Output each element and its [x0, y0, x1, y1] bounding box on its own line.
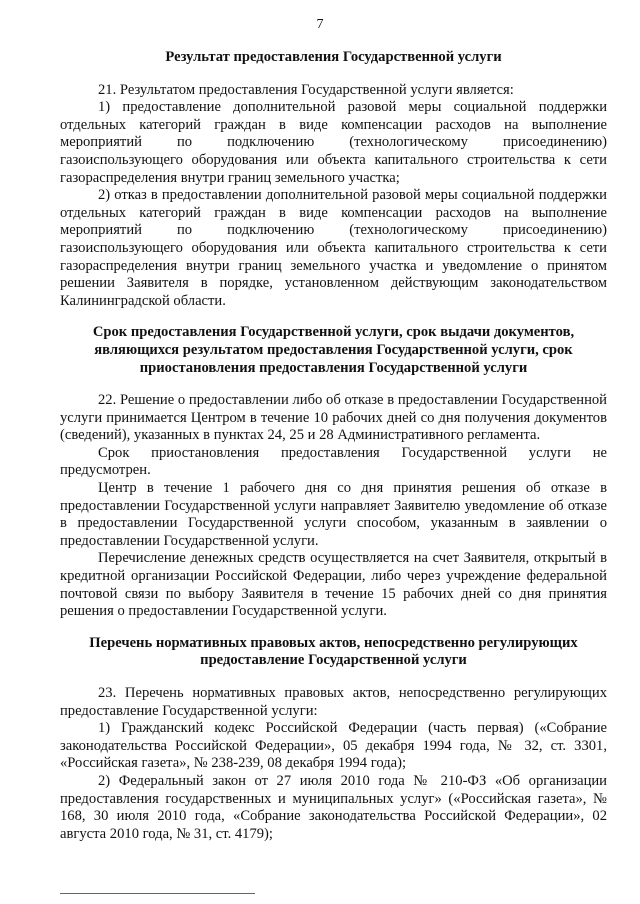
section-heading-legal-acts: Перечень нормативных правовых актов, непосредственно регулирующих предоставление Государственной услуги	[89, 634, 578, 669]
paragraph: Перечисление денежных средств осуществляется на счет Заявителя, открытый в кредитной организации Российской Федерации, либо через учреждение федеральной почтовой связи по выбору Заявителя в течение 15 рабочих дней со дня принятия решения о предоставлении Государственной услуги.	[60, 550, 607, 620]
page-number: 7	[316, 17, 324, 32]
paragraph: 1) Гражданский кодекс Российской Федерации (часть первая) («Собрание законодательства Российской Федерации», 05 декабря 1994 года, № 32, ст. 3301, «Российская газета», № 238-239, 08 декабря 1994 года);	[60, 720, 607, 772]
paragraph: 21. Результатом предоставления Государственной услуги является:	[98, 81, 514, 98]
page-content	[60, 49, 607, 843]
footer-divider	[60, 893, 255, 894]
section-heading-terms: Срок предоставления Государственной услуги, срок выдачи документов, являющихся результатом предоставления Государственной услуги, срок приостановления предоставления Государственной услуги	[92, 324, 575, 376]
paragraph: Срок приостановления предоставления Государственной услуги не предусмотрен.	[60, 444, 607, 479]
paragraph: 23. Перечень нормативных правовых актов, непосредственно регулирующих предоставление Государственной услуги:	[60, 685, 607, 719]
paragraph: 1) предоставление дополнительной разовой меры социальной поддержки отдельных категорий граждан в виде компенсации расходов на выполнение мероприятий по подключению (технологическому присоединению) газоиспользующего оборудования или объекта капитального строительства к сети газораспределения внутри границ земельного участка;	[60, 99, 607, 186]
paragraph: 2) Федеральный закон от 27 июля 2010 года № 210-ФЗ «Об организации предоставления государственных и муниципальных услуг» («Российская газета», № 168, 30 июля 2010 года, «Собрание законодательства Российской Федерации», 02 августа 2010 года, № 31, ст. 4179);	[60, 772, 607, 842]
paragraph: 2) отказ в предоставлении дополнительной разовой меры социальной поддержки отдельных категорий граждан в виде компенсации расходов на выполнение мероприятий по подключению (технологическому присоединению) газоиспользующего оборудования или объекта капитального строительства к сети газораспределения внутри границ земельного участка и уведомление о принятом решении Заявителя в порядке, установленном действующим законодательством Калининградской области.	[60, 187, 607, 309]
paragraph: Центр в течение 1 рабочего дня со дня принятия решения об отказе в предоставлении Государственной услуги направляет Заявителю уведомление об отказе в предоставлении Государственной услуги способом, указанным в заявлении о предоставлении Государственной услуги.	[60, 480, 607, 549]
paragraph: 22. Решение о предоставлении либо об отказе в предоставлении Государственной услуги принимается Центром в течение 10 рабочих дней со дня получения документов (сведений), указанных в пунктах 24, 25 и 28 Административного регламента.	[60, 392, 607, 444]
section-heading-result: Результат предоставления Государственной услуги	[165, 49, 502, 65]
